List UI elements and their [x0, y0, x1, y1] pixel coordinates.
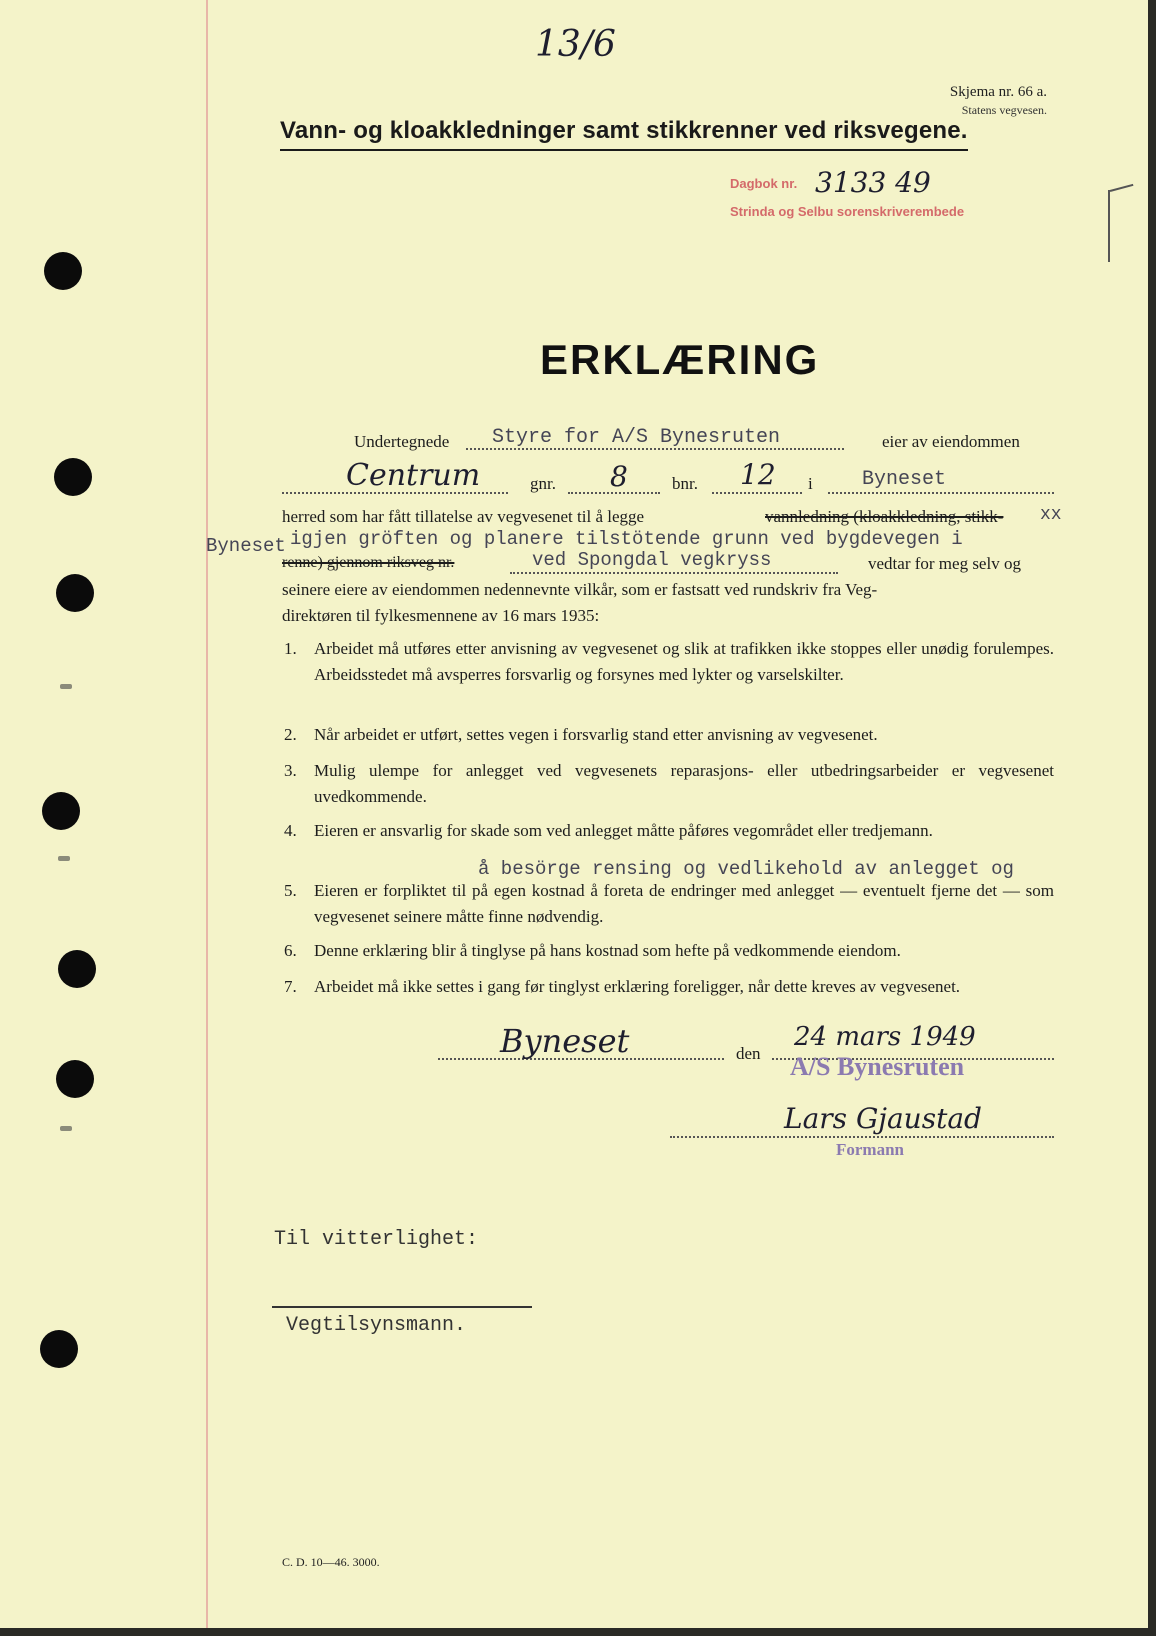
para1-struck-x: xx [1040, 505, 1062, 525]
undertegnede-label: Undertegnede [354, 432, 450, 451]
paper-speck [60, 684, 72, 689]
herred-value: Byneset [862, 468, 947, 491]
property-name: Centrum [346, 458, 481, 493]
condition-text: Arbeidet må ikke settes i gang før tinglyst erklæring foreligger, når dette kreves av vegvesenet. [314, 977, 961, 996]
pencil-mark [1108, 190, 1110, 262]
condition-text: Mulig ulempe for anlegget ved vegvesenets reparasjons- eller utbedringsarbeider er vegvesenet uvedkommende. [314, 761, 1054, 806]
punch-hole [44, 252, 82, 290]
registry-number: 3133 49 [815, 166, 931, 199]
paper-speck [60, 1126, 72, 1131]
registry-stamp-label: Dagbok nr. [730, 176, 798, 191]
gnr-value: 8 [610, 460, 628, 493]
punch-hole [42, 792, 80, 830]
undertegnede-value: Styre for A/S Bynesruten [492, 426, 781, 449]
para1-struck-text: vannledning (kloakkledning, stikk- [765, 507, 1004, 526]
punch-hole [54, 458, 92, 496]
condition-number: 5. [284, 881, 297, 900]
place-handwritten: Byneset [500, 1022, 630, 1060]
condition-number: 3. [284, 761, 297, 780]
fill-line [712, 492, 802, 494]
para1-line1: herred som har fått tillatelse av vegvesenet til å legge [282, 507, 645, 526]
punch-hole [56, 1060, 94, 1098]
para1-line3: seinere eiere av eiendommen nedennevnte vilkår, som er fastsatt ved rundskriv fra Veg- [282, 580, 878, 599]
punch-hole [58, 950, 96, 988]
signature-title-stamp: Formann [836, 1140, 904, 1159]
fill-line [510, 572, 838, 574]
punch-hole [40, 1330, 78, 1368]
condition-number: 4. [284, 821, 297, 840]
condition-text: Når arbeidet er utført, settes vegen i forsvarlig stand etter anvisning av vegvesenet. [314, 725, 878, 744]
undertegnede-suffix: eier av eiendommen [882, 432, 1020, 451]
margin-note: Byneset [206, 535, 286, 557]
witness-signature-line [272, 1306, 532, 1308]
bnr-value: 12 [740, 458, 776, 491]
para1-struck-line2: renne) gjennom riksveg nr. [282, 554, 455, 571]
bnr-label: bnr. [672, 474, 698, 493]
condition-number: 1. [284, 639, 297, 658]
handwritten-annotation: 13/6 [535, 24, 616, 65]
para1-line4: direktøren til fylkesmennene av 16 mars 1935: [282, 606, 600, 625]
document-title: ERKLÆRING [540, 336, 820, 383]
pencil-mark [1110, 184, 1134, 192]
condition-text: Eieren er forpliktet til på egen kostnad å foreta de endringer med anlegget — eventuelt fjerne det — som vegvesenet seinere måtte finne nødvendig. [314, 881, 1054, 926]
typed-insert-5: å besörge rensing og vedlikehold av anlegget og [478, 858, 1014, 880]
typed-insert: igjen gröften og planere tilstötende grunn ved bygdevegen i [290, 528, 963, 550]
date-handwritten: 24 mars 1949 [794, 1022, 976, 1052]
form-number: Skjema nr. 66 a. [949, 84, 1047, 100]
document-heading: Vann- og kloakkledninger samt stikkrenner ved riksvegene. [280, 117, 968, 151]
condition-number: 7. [284, 977, 297, 996]
condition-number: 6. [284, 941, 297, 960]
registry-stamp-office: Strinda og Selbu sorenskriverembede [730, 204, 965, 219]
gnr-label: gnr. [530, 474, 556, 493]
condition-text: Denne erklæring blir å tinglyse på hans kostnad som hefte på vedkommende eiendom. [314, 941, 901, 960]
para1-line2-rest: vedtar for meg selv og [868, 554, 1021, 573]
witness-label: Til vitterlighet: [274, 1228, 479, 1251]
condition-number: 2. [284, 725, 297, 744]
i-label: i [808, 474, 813, 493]
witness-title: Vegtilsynsmann. [286, 1314, 467, 1337]
signature: Lars Gjaustad [784, 1102, 982, 1135]
condition-text: Eieren er ansvarlig for skade som ved anlegget måtte påføres vegområdet eller tredjemann. [314, 821, 933, 840]
print-footer: C. D. 10—46. 3000. [282, 1555, 380, 1569]
signature-line [670, 1136, 1054, 1138]
punch-hole [56, 574, 94, 612]
den-label: den [736, 1044, 761, 1063]
company-stamp: A/S Bynesruten [790, 1052, 965, 1081]
location-typed: ved Spongdal vegkryss [532, 549, 772, 571]
condition-text: Arbeidet må utføres etter anvisning av vegvesenet og slik at trafikken ikke stoppes eller unødig forulempes. Arbeidsstedet må avsperres forsvarlig og forsynes med lykter og varselskilter. [314, 639, 1054, 684]
paper-speck [58, 856, 70, 861]
fill-line [828, 492, 1054, 494]
form-agency: Statens vegvesen. [961, 103, 1047, 117]
margin-rule [206, 0, 208, 1628]
